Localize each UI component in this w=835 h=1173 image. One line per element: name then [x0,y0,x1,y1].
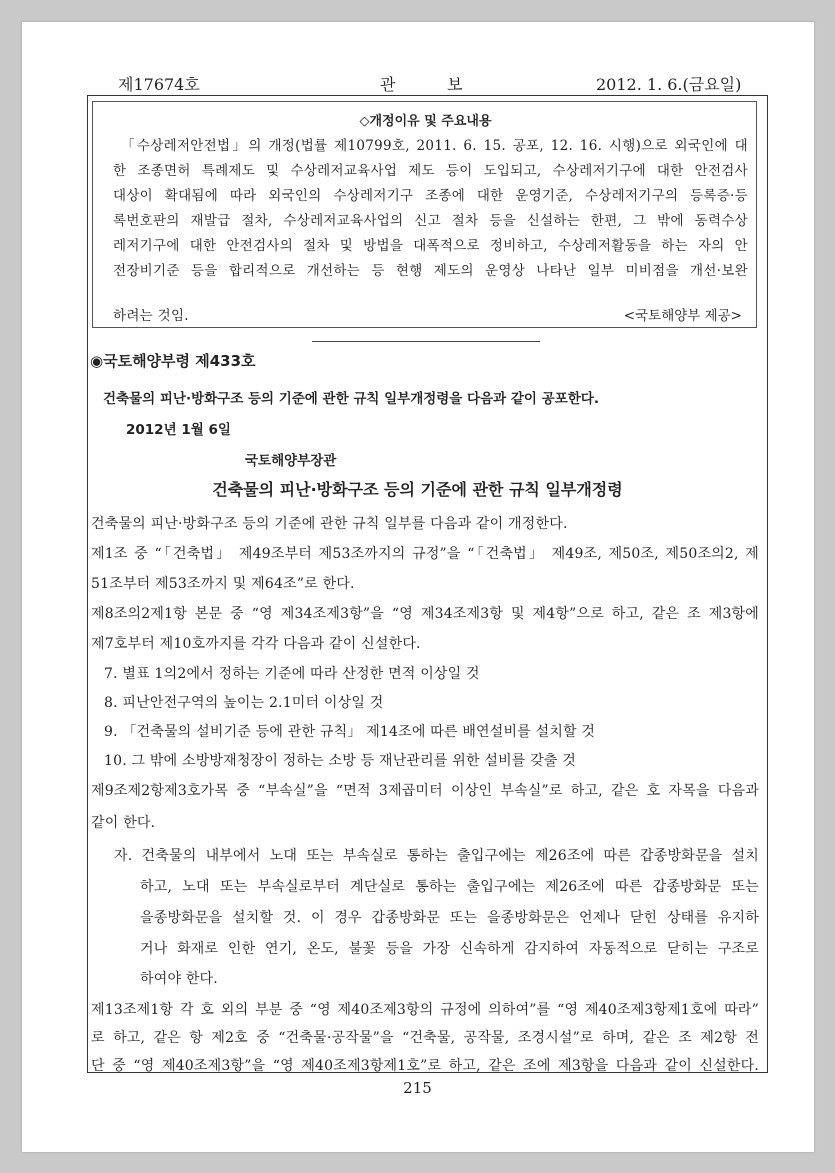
body-line: 단 중 “영 제40조제3항”을 “영 제40조제3항제1호”로 하고, 같은 조에 제3항을 다음과 같이 신설한다. [91,1058,759,1074]
section-divider [312,341,540,342]
body-line: 같이 한다. [91,815,156,831]
body-line: 제7호부터 제10호까지를 각각 다음과 같이 신설한다. [91,636,421,652]
body-item: 7. 별표 1의2에서 정하는 기준에 따라 산정한 면적 이상일 것 [104,666,480,682]
reason-line: 록번호판의 재발급 절차, 수상레저교육사업의 신고 절차 등을 신설하는 한편, 그 밖에 동력수상 [113,213,748,229]
reason-line: 한 조종면허 특례제도 및 수상레저교육사업 제도 등이 도입되고, 수상레저기구에 대한 안전검사 [113,163,748,179]
body-item: 8. 피난안전구역의 높이는 2.1미터 이상일 것 [104,695,384,711]
body-line: 제13조제1항 각 호 외의 부분 중 “영 제40조제3항의 규정에 의하여”를 “영 제40조제3항제1호에 따라” [91,1002,759,1018]
promulgation-date: 2012년 1월 6일 [126,422,231,438]
decree-title: ◉국토해양부령 제433호 [90,352,256,370]
rule-title: 건축물의 피난·방화구조 등의 기준에 관한 규칙 일부개정령 [212,480,623,499]
body-subitem: 자. 건축물의 내부에서 노대 또는 부속실로 통하는 출입구에는 제26조에 따른 갑종방화문을 설치 [114,848,759,864]
promulgation-statement: 건축물의 피난·방화구조 등의 기준에 관한 규칙 일부개정령을 다음과 같이 공포한다. [103,391,599,407]
body-subitem: 하고, 노대 또는 부속실로부터 계단실로 통하는 출입구에는 제26조에 따른 갑종방화문 또는 [140,879,759,895]
body-line: 51조부터 제53조까지 및 제64조”로 한다. [91,576,355,592]
reason-line: 레저기구에 대한 안전검사의 절차 및 방법을 대폭적으로 정비하고, 수상레저활동을 하는 자의 안 [113,238,748,254]
body-subitem: 을종방화문을 설치할 것. 이 경우 갑종방화문 또는 을종방화문은 언제나 닫힌 상태를 유지하 [140,910,759,926]
body-line: 제8조의2제1항 본문 중 “영 제34조제3항”을 “영 제34조제3항 및 제4항”으로 하고, 같은 조 제3항에 [91,606,759,622]
gazette-title-char-2: 보 [447,75,463,94]
reason-line: 전장비기준 등을 합리적으로 개선하는 등 현행 제도의 운영상 나타난 일부 미비점을 개선·보완 [113,263,748,279]
body-line: 로 하고, 같은 항 제2호 중 “건축물·공작물”을 “건축물, 공작물, 조경시설”로 하며, 같은 조 제2항 전 [91,1030,759,1046]
page-number: 215 [403,1079,432,1097]
source-credit: <국토해양부 제공> [623,308,742,324]
issue-number: 제17674호 [118,75,200,94]
body-line: 건축물의 피난·방화구조 등의 기준에 관한 규칙 일부를 다음과 같이 개정한다. [91,516,568,532]
reason-line: 대상이 확대됨에 따라 외국인의 수상레저기구 조종에 대한 운영기준, 수상레저기구의 등록증·등 [113,188,748,204]
gazette-title-char-1: 관 [380,75,396,94]
body-item: 10. 그 밖에 소방방재청장이 정하는 소방 등 재난관리를 위한 설비를 갖출 것 [104,753,577,769]
reason-line: 하려는 것임. [113,308,189,324]
issue-date: 2012. 1. 6.(금요일) [596,75,742,94]
body-line: 제9조제2항제3호가목 중 “부속실”을 “면적 3제곱미터 이상인 부속실”로 하고, 같은 호 자목을 다음과 [91,783,759,799]
gazette-header [0,72,835,96]
body-subitem: 하여야 한다. [140,971,218,987]
revision-reason-title: ◇개정이유 및 주요내용 [359,114,492,129]
revision-reason-box [92,101,757,328]
body-line: 제1조 중 “「건축법」 제49조부터 제53조까지의 규정”을 “「건축법」 제49조, 제50조, 제50조의2, 제 [91,546,759,562]
body-subitem: 거나 화재로 인한 연기, 온도, 불꽃 등을 가장 신속하게 감지하여 자동적으로 닫히는 구조로 [140,941,759,957]
reason-line: 「수상레저안전법」의 개정(법률 제10799호, 2011. 6. 15. 공포, 12. 16. 시행)으로 외국인에 대 [121,138,748,154]
body-item: 9. 「건축물의 설비기준 등에 관한 규칙」 제14조에 따른 배연설비를 설치할 것 [104,724,596,740]
minister-title: 국토해양부장관 [245,453,337,469]
